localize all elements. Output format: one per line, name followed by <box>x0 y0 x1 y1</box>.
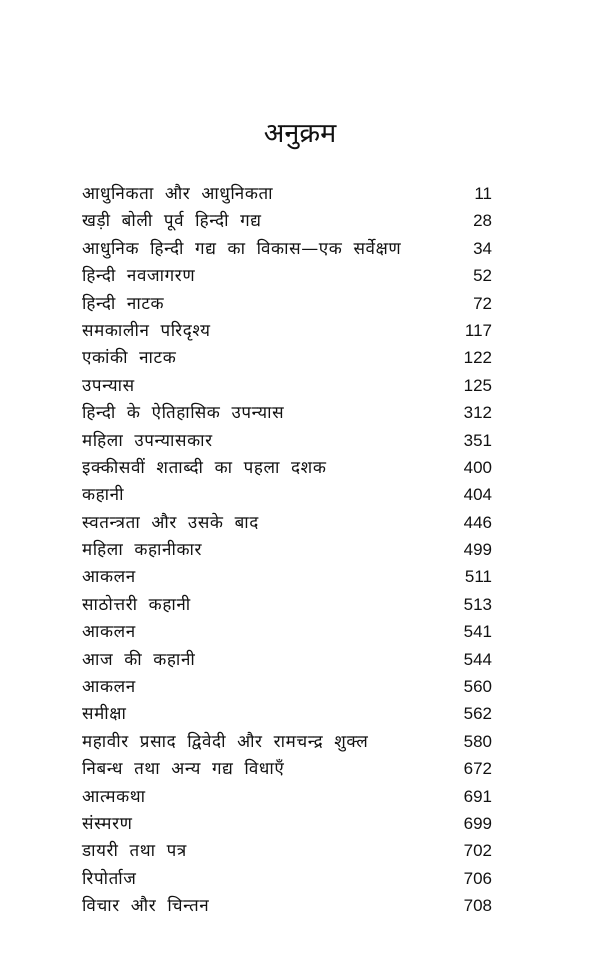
toc-entry <box>82 591 492 618</box>
toc-entry-page-number: 560 <box>463 677 492 697</box>
toc-entry-page-number: 72 <box>473 293 492 313</box>
toc-entry-page-number: 562 <box>463 704 492 724</box>
toc-entry-title: खड़ी बोली पूर्व हिन्दी गद्य <box>82 211 262 232</box>
toc-entry <box>82 700 492 727</box>
toc-entry-title: महिला उपन्यासकार <box>82 430 213 451</box>
toc-entry <box>82 728 492 755</box>
toc-entry <box>82 344 492 371</box>
toc-entry-page-number: 400 <box>463 457 492 477</box>
toc-entry-title: डायरी तथा पत्र <box>82 841 187 862</box>
toc-entry <box>82 509 492 536</box>
toc-entry-page-number: 702 <box>463 841 492 861</box>
toc-entry-title: महिला कहानीकार <box>82 540 203 561</box>
toc-entry-page-number: 125 <box>463 375 492 395</box>
toc-entry <box>82 454 492 481</box>
toc-entry-page-number: 404 <box>463 485 492 505</box>
toc-entry <box>82 892 492 919</box>
toc-entry-page-number: 52 <box>473 266 492 286</box>
toc-entry-page-number: 513 <box>463 594 492 614</box>
toc-entry <box>82 837 492 864</box>
toc-entry-title: हिन्दी के ऐतिहासिक उपन्यास <box>82 403 285 424</box>
toc-entry <box>82 207 492 234</box>
toc-entry-page-number: 499 <box>463 540 492 560</box>
toc-entry <box>82 262 492 289</box>
toc-entry <box>82 372 492 399</box>
toc-entry-page-number: 708 <box>463 896 492 916</box>
table-of-contents <box>82 180 492 920</box>
toc-entry-page-number: 122 <box>463 348 492 368</box>
toc-entry-page-number: 312 <box>463 403 492 423</box>
toc-entry-page-number: 11 <box>474 184 492 203</box>
toc-entry-page-number: 672 <box>463 759 492 779</box>
toc-entry-title: कहानी <box>82 485 125 506</box>
toc-entry <box>82 810 492 837</box>
toc-entry-title: संस्मरण <box>82 813 133 834</box>
toc-entry-page-number: 691 <box>463 786 492 806</box>
toc-entry <box>82 536 492 563</box>
toc-entry-page-number: 351 <box>463 430 492 450</box>
toc-entry-title: समकालीन परिदृश्य <box>82 320 211 341</box>
toc-entry-page-number: 541 <box>463 622 492 642</box>
toc-entry-title: उपन्यास <box>82 375 135 396</box>
toc-entry <box>82 235 492 262</box>
toc-entry <box>82 563 492 590</box>
toc-entry <box>82 399 492 426</box>
toc-entry-page-number: 706 <box>463 868 492 888</box>
toc-entry-title: निबन्ध तथा अन्य गद्य विधाएँ <box>82 759 285 780</box>
toc-entry <box>82 180 492 207</box>
toc-entry-title: रिपोर्ताज <box>82 868 137 889</box>
toc-entry <box>82 427 492 454</box>
toc-entry <box>82 290 492 317</box>
toc-entry-title: इक्कीसवीं शताब्दी का पहला दशक <box>82 457 327 478</box>
page-title: अनुक्रम <box>263 118 337 149</box>
toc-entry-title: आधुनिकता और आधुनिकता <box>82 184 274 204</box>
toc-entry-page-number: 511 <box>464 567 492 587</box>
toc-entry-page-number: 699 <box>463 813 492 833</box>
toc-entry <box>82 317 492 344</box>
toc-entry-title: आधुनिक हिन्दी गद्य का विकास—एक सर्वेक्षण <box>82 238 402 259</box>
toc-entry <box>82 618 492 645</box>
toc-entry-title: महावीर प्रसाद द्विवेदी और रामचन्द्र शुक्ल <box>82 731 369 752</box>
toc-entry-page-number: 34 <box>473 238 492 258</box>
toc-entry-title: आज की कहानी <box>82 649 196 670</box>
toc-entry-title: आत्मकथा <box>82 786 146 807</box>
toc-entry-title: स्वतन्त्रता और उसके बाद <box>82 512 259 533</box>
toc-entry-title: समीक्षा <box>82 704 127 725</box>
toc-entry-title: एकांकी नाटक <box>82 348 177 369</box>
toc-entry-page-number: 446 <box>463 512 492 532</box>
toc-entry <box>82 646 492 673</box>
toc-entry <box>82 865 492 892</box>
toc-entry-title: हिन्दी नवजागरण <box>82 266 196 287</box>
toc-entry-page-number: 580 <box>463 731 492 751</box>
toc-entry-page-number: 117 <box>464 320 492 340</box>
toc-entry-page-number: 544 <box>463 649 492 669</box>
toc-entry <box>82 481 492 508</box>
toc-entry-title: हिन्दी नाटक <box>82 293 165 314</box>
toc-entry-title: आकलन <box>82 677 136 698</box>
toc-entry-title: आकलन <box>82 567 136 588</box>
toc-entry-title: साठोत्तरी कहानी <box>82 594 191 615</box>
toc-entry <box>82 755 492 782</box>
toc-entry-page-number: 28 <box>473 211 492 231</box>
toc-entry-title: विचार और चिन्तन <box>82 896 210 917</box>
toc-entry <box>82 783 492 810</box>
toc-entry-title: आकलन <box>82 622 136 643</box>
toc-entry <box>82 673 492 700</box>
